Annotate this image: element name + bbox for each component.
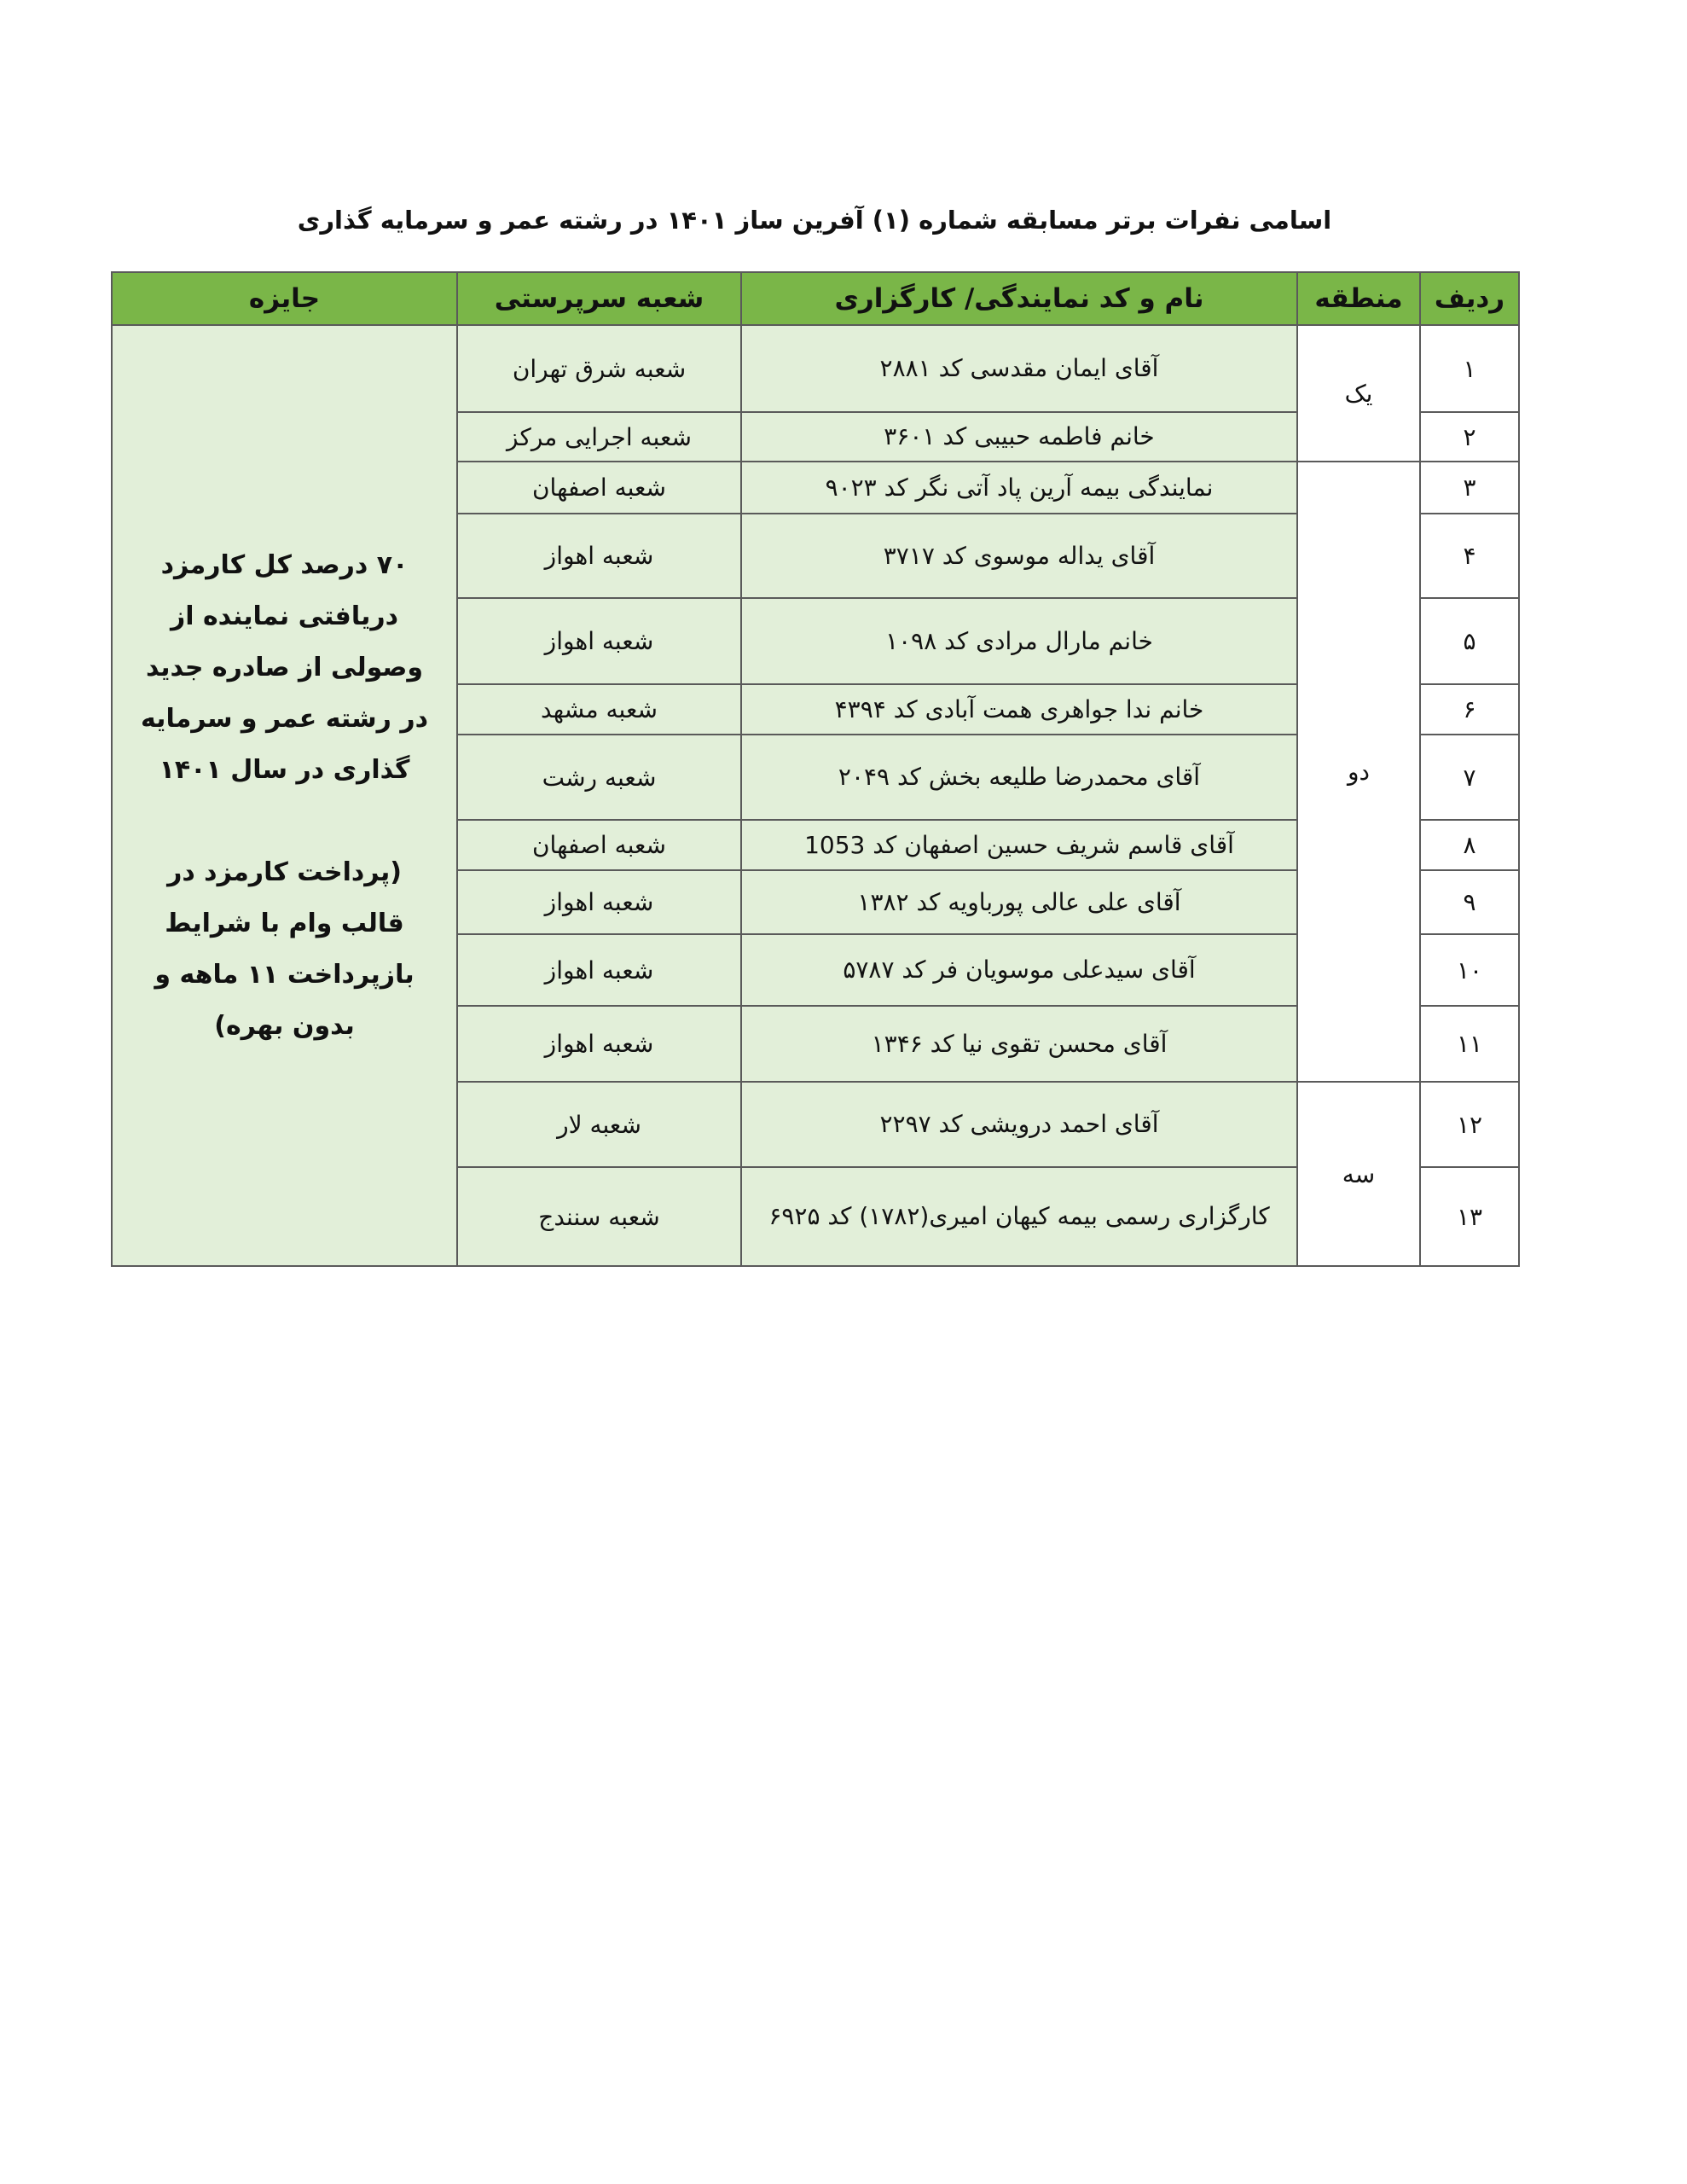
name-cell: آقای علی عالی پورباویه کد ۱۳۸۲ [741, 870, 1297, 934]
row-number: ۴ [1420, 514, 1519, 598]
name-cell: خانم فاطمه حبیبی کد ۳۶۰۱ [741, 412, 1297, 462]
branch-cell: شعبه اصفهان [457, 820, 741, 870]
branch-cell: شعبه مشهد [457, 684, 741, 735]
branch-cell: شعبه اهواز [457, 1006, 741, 1082]
name-cell: نمایندگی بیمه آرین پاد آتی نگر کد ۹۰۲۳ [741, 462, 1297, 514]
name-cell: آقای سیدعلی موسویان فر کد ۵۷۸۷ [741, 934, 1297, 1006]
name-cell: آقای محمدرضا طلیعه بخش کد ۲۰۴۹ [741, 735, 1297, 820]
region-cell: سه [1297, 1082, 1420, 1266]
winners-table [111, 271, 1520, 1267]
name-cell: خانم مارال مرادی کد ۱۰۹۸ [741, 598, 1297, 684]
row-number: ۲ [1420, 412, 1519, 462]
row-number: ۳ [1420, 462, 1519, 514]
row-number: ۱۳ [1420, 1167, 1519, 1266]
region-cell: دو [1297, 462, 1420, 1082]
table-row [112, 325, 1519, 412]
branch-cell: شعبه سنندج [457, 1167, 741, 1266]
prize-note-text: (پرداخت کارمزد در قالب وام با شرایط بازپرداخت ۱۱ ماهه و بدون بهره) [154, 857, 415, 1041]
branch-cell: شعبه اهواز [457, 870, 741, 934]
name-cell: آقای احمد درویشی کد ۲۲۹۷ [741, 1082, 1297, 1167]
name-cell: آقای قاسم شریف حسین اصفهان کد 1053 [741, 820, 1297, 870]
prize-cell [112, 325, 457, 1266]
prize-main-text: ۷۰ درصد کل کارمزد دریافتی نماینده از وصولی از صادره جدید در رشته عمر و سرمایه گذاری در سال ۱۴۰۱ [140, 549, 429, 785]
row-number: ۱ [1420, 325, 1519, 412]
branch-cell: شعبه رشت [457, 735, 741, 820]
header-prize: جایزه [112, 272, 457, 325]
row-number: ۱۲ [1420, 1082, 1519, 1167]
branch-cell: شعبه شرق تهران [457, 325, 741, 412]
branch-cell: شعبه اجرایی مرکز [457, 412, 741, 462]
region-cell: یک [1297, 325, 1420, 462]
branch-cell: شعبه اهواز [457, 598, 741, 684]
header-name-code: نام و کد نمایندگی/ کارگزاری [741, 272, 1297, 325]
header-region: منطقه [1297, 272, 1420, 325]
table-header-row [112, 272, 1519, 325]
row-number: ۱۰ [1420, 934, 1519, 1006]
name-cell: آقای ایمان مقدسی کد ۲۸۸۱ [741, 325, 1297, 412]
name-cell: خانم ندا جواهری همت آبادی کد ۴۳۹۴ [741, 684, 1297, 735]
row-number: ۵ [1420, 598, 1519, 684]
row-number: ۶ [1420, 684, 1519, 735]
row-number: ۱۱ [1420, 1006, 1519, 1082]
row-number: ۷ [1420, 735, 1519, 820]
branch-cell: شعبه اهواز [457, 934, 741, 1006]
document-title: اسامی نفرات برتر مسابقه شماره (۱) آفرین ساز ۱۴۰۱ در رشته عمر و سرمایه گذاری [297, 206, 1332, 235]
row-number: ۸ [1420, 820, 1519, 870]
branch-cell: شعبه لار [457, 1082, 741, 1167]
branch-cell: شعبه اهواز [457, 514, 741, 598]
name-cell: آقای یداله موسوی کد ۳۷۱۷ [741, 514, 1297, 598]
name-cell: آقای محسن تقوی نیا کد ۱۳۴۶ [741, 1006, 1297, 1082]
name-cell: کارگزاری رسمی بیمه کیهان امیری(۱۷۸۲) کد ۶۹۲۵ [741, 1167, 1297, 1266]
header-row-number: ردیف [1420, 272, 1519, 325]
header-branch: شعبه سرپرستی [457, 272, 741, 325]
row-number: ۹ [1420, 870, 1519, 934]
branch-cell: شعبه اصفهان [457, 462, 741, 514]
